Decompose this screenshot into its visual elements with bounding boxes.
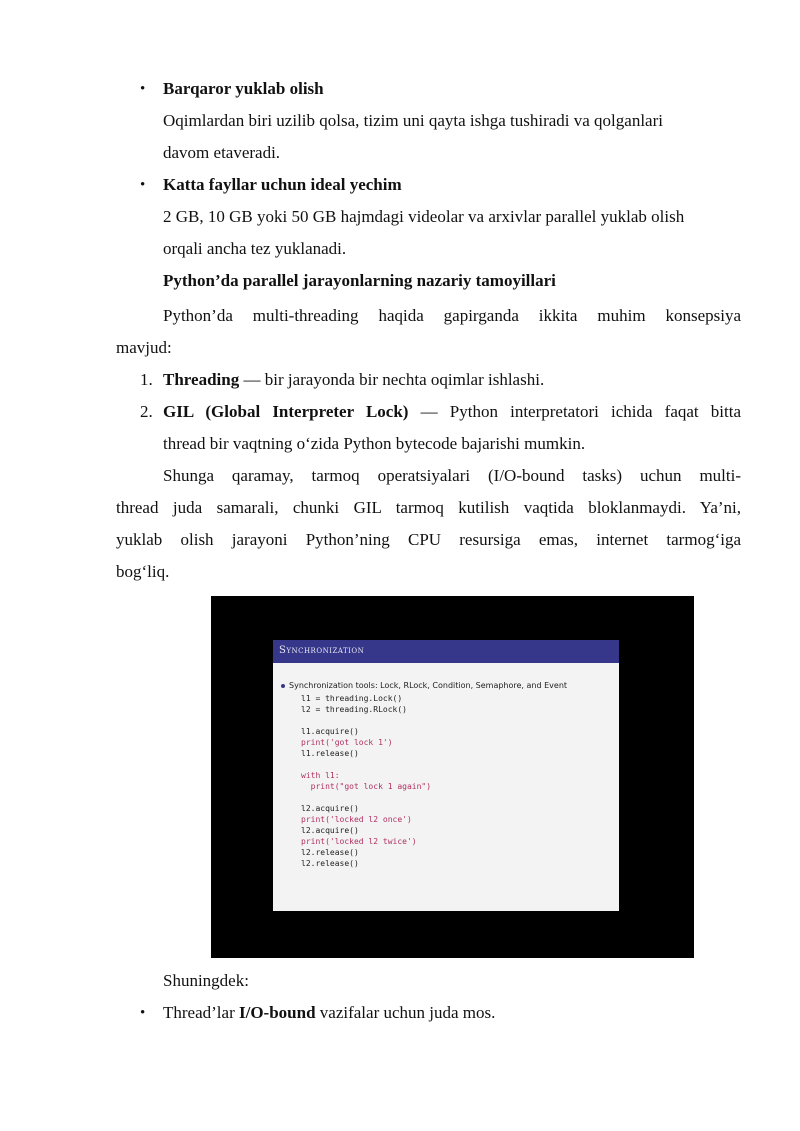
- numbered-item: Threading — bir jarayonda bir nechta oqimlar ishlashi.: [163, 370, 545, 389]
- paragraph-line: yuklab olish jarayoni Python’ning CPU resursiga emas, internet tarmog‘iga: [116, 530, 741, 549]
- intro-line: mavjud:: [116, 338, 172, 357]
- paragraph-line: Shuningdek:: [163, 971, 249, 990]
- code-line: l2.acquire(): [301, 804, 359, 813]
- code-line: l2.release(): [301, 859, 359, 868]
- bullet-text: Oqimlardan biri uzilib qolsa, tizim uni qayta ishga tushiradi va qolganlari: [163, 111, 663, 130]
- bullet-title: Barqaror yuklab olish: [163, 79, 324, 98]
- slide-content: [273, 640, 619, 911]
- code-line: l1.release(): [301, 749, 359, 758]
- slide-bullet-dot: [281, 684, 285, 688]
- bullet-dot: •: [140, 81, 146, 97]
- code-line: l1.acquire(): [301, 727, 359, 736]
- bullet-text: Thread’lar I/O-bound vazifalar uchun juda mos.: [163, 1003, 496, 1022]
- bullet-title: Katta fayllar uchun ideal yechim: [163, 175, 402, 194]
- bullet-dot: •: [140, 1005, 146, 1021]
- numbered-item-cont: thread bir vaqtning o‘zida Python bytecode bajarishi mumkin.: [163, 434, 586, 453]
- slide-header: [273, 640, 619, 663]
- code-line: print("got lock 1 again"): [301, 782, 432, 791]
- slide-title: Synchronization: [279, 645, 365, 656]
- list-number: 1.: [140, 370, 153, 389]
- slide-bullet: Synchronization tools: Lock, RLock, Condition, Semaphore, and Event: [281, 680, 567, 691]
- code-line: l2.acquire(): [301, 826, 359, 835]
- section-heading: Python’da parallel jarayonlarning nazariy tamoyillari: [163, 271, 556, 290]
- code-line: print('locked l2 twice'): [301, 837, 417, 846]
- code-line: l2.release(): [301, 848, 359, 857]
- code-line: with l1:: [301, 771, 340, 780]
- paragraph-line: Shunga qaramay, tarmoq operatsiyalari (I/O-bound tasks) uchun multi-: [163, 466, 741, 485]
- code-line: print('locked l2 once'): [301, 815, 412, 824]
- list-number: 2.: [140, 402, 153, 421]
- bullet-text: 2 GB, 10 GB yoki 50 GB hajmdagi videolar va arxivlar parallel yuklab olish: [163, 207, 685, 226]
- intro-line: Python’da multi-threading haqida gapirganda ikkita muhim konsepsiya: [163, 306, 741, 325]
- code-line: print('got lock 1'): [301, 738, 393, 747]
- paragraph-line: bog‘liq.: [116, 562, 170, 581]
- numbered-item: GIL (Global Interpreter Lock) — Python interpretatori ichida faqat bitta: [163, 402, 742, 421]
- bullet-dot: •: [140, 177, 146, 193]
- code-line: l1 = threading.Lock(): [301, 694, 403, 703]
- bullet-text: davom etaveradi.: [163, 143, 281, 162]
- paragraph-line: thread juda samarali, chunki GIL tarmoq kutilish vaqtida bloklanmaydi. Ya’ni,: [116, 498, 741, 517]
- bullet-text: orqali ancha tez yuklanadi.: [163, 239, 347, 258]
- slide-image: [211, 596, 694, 958]
- code-line: l2 = threading.RLock(): [301, 705, 407, 714]
